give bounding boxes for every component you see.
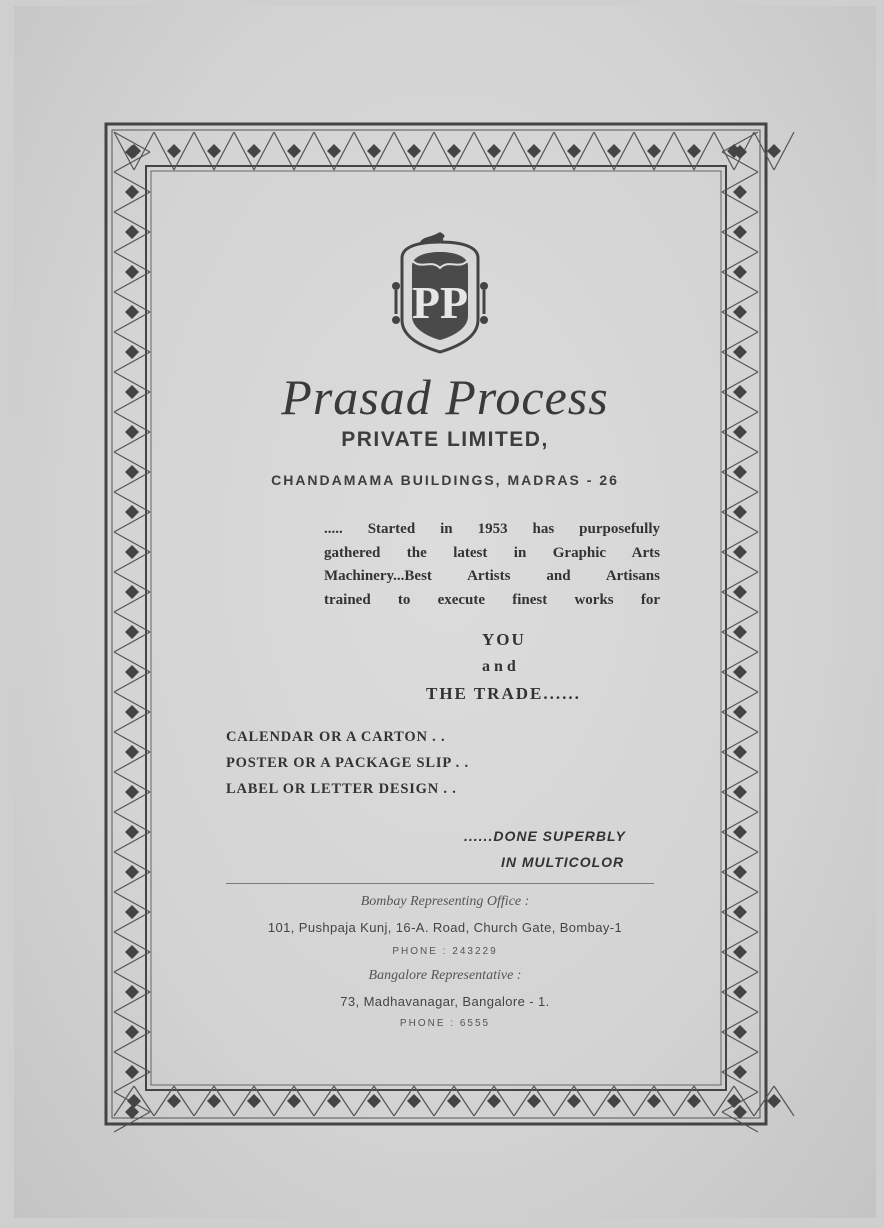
service-item: LABEL OR LETTER DESIGN . . xyxy=(226,781,457,797)
tagline-trade: THE TRADE...... xyxy=(426,684,581,703)
intro-line: ..... Started in 1953 has purposefully xyxy=(324,521,660,537)
service-item: CALENDAR OR A CARTON . . xyxy=(226,729,446,745)
tagline-and: and xyxy=(482,658,520,675)
bangalore-office-phone: PHONE : 6555 xyxy=(399,1018,491,1029)
logo-monogram: PP xyxy=(411,277,469,328)
closing-line-2: IN MULTICOLOR xyxy=(501,854,625,870)
page-paper xyxy=(14,6,876,1218)
bombay-office-address: 101, Pushpaja Kunj, 16-A. Road, Church Gate, Bombay-1 xyxy=(267,920,623,935)
bombay-office-title: Bombay Representing Office : xyxy=(360,894,530,909)
company-address: CHANDAMAMA BUILDINGS, MADRAS - 26 xyxy=(271,472,619,488)
intro-line: trained to execute finest works for xyxy=(324,591,660,608)
pp-crest-logo-icon xyxy=(380,228,500,358)
intro-line: gathered the latest in Graphic Arts xyxy=(324,544,660,561)
bombay-office-phone: PHONE : 243229 xyxy=(392,946,498,957)
advert-panel xyxy=(164,178,726,1082)
bangalore-office-title: Bangalore Representative : xyxy=(368,968,522,983)
company-name: Prasad Process xyxy=(281,369,609,425)
tagline-you: YOU xyxy=(482,630,526,649)
intro-paragraph xyxy=(324,518,660,612)
company-type: PRIVATE LIMITED, xyxy=(341,428,549,451)
bangalore-office-address: 73, Madhavanagar, Bangalore - 1. xyxy=(340,994,550,1009)
service-item: POSTER OR A PACKAGE SLIP . . xyxy=(226,755,469,771)
intro-line: Machinery...Best Artists and Artisans xyxy=(324,568,660,584)
divider xyxy=(226,883,654,884)
closing-line-1: ......DONE SUPERBLY xyxy=(464,828,626,844)
